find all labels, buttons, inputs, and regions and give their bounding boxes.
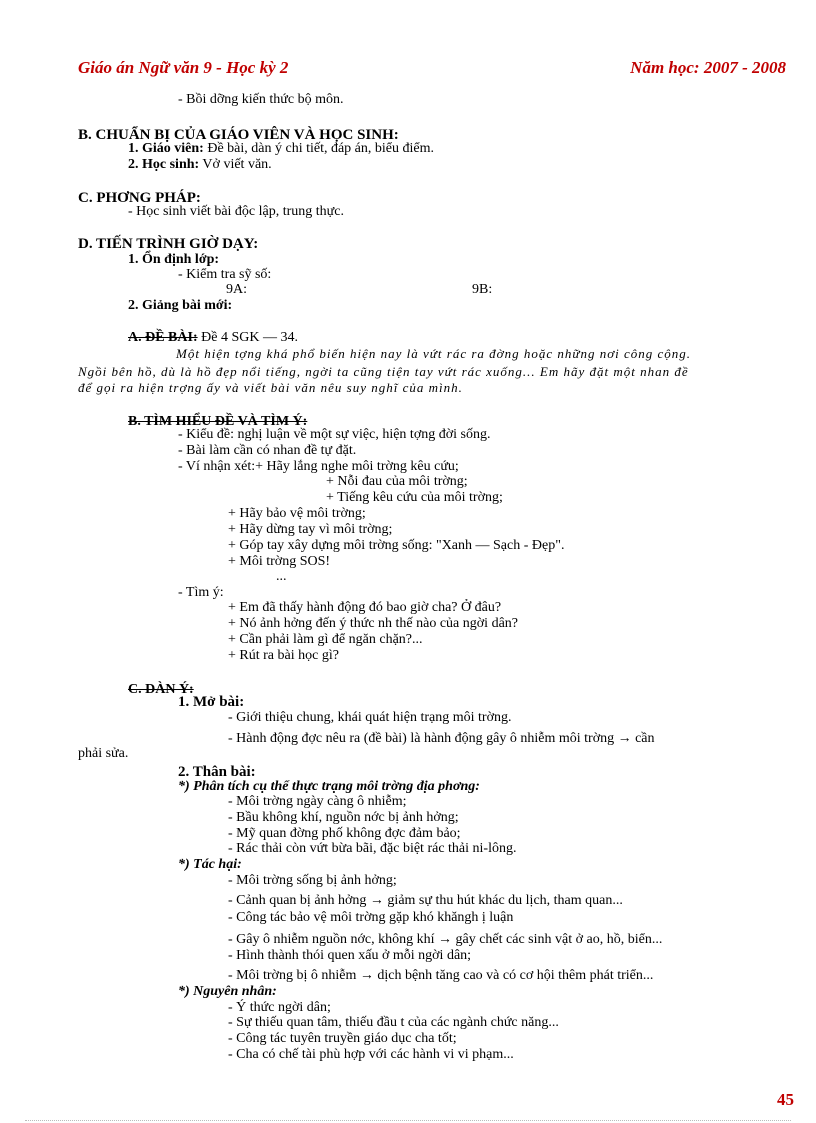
list-item: - Ý thức ngời dân; xyxy=(228,1000,331,1015)
part-b-line: + Tiếng kêu cứu của môi trờng; xyxy=(326,490,503,505)
list-item: - Môi trờng bị ô nhiễm → dịch bệnh tăng cao và có cơ hội thêm phát triển... xyxy=(228,968,654,983)
section-b-title: B. CHUẨN BỊ CỦA GIÁO VIÊN VÀ HỌC SINH: xyxy=(78,127,399,143)
part-a-p1: Một hiện tợng khá phổ biến hiện nay là vứt rác ra đờng hoặc những nơi công cộng. xyxy=(176,346,692,361)
part-b-line: + Nỗi đau của môi trờng; xyxy=(326,474,468,489)
part-b-line: - Kiểu đề: nghị luận về một sự việc, hiện tợng đời sống. xyxy=(178,427,491,442)
header-left: Giáo án Ngữ văn 9 - Học kỳ 2 xyxy=(78,58,289,77)
part-b-line: - Bài làm cần có nhan đề tự đặt. xyxy=(178,443,357,458)
list-item: - Hình thành thói quen xấu ở mỗi ngời dân; xyxy=(228,948,472,963)
text: Đề bài, dàn ý chi tiết, đáp án, biểu điểm. xyxy=(203,141,434,156)
part-b-line: + Cần phải làm gì để ngăn chặn?... xyxy=(228,632,423,647)
part-b-line: + Em đã thấy hành động đó bao giờ cha? Ở đâu? xyxy=(228,600,502,615)
part-b-line: + Rút ra bài học gì? xyxy=(228,648,339,663)
list-item: - Bầu không khí, nguồn nớc bị ảnh hởng; xyxy=(228,810,459,825)
footer-divider xyxy=(25,1120,791,1121)
heading-phan-tich: *) Phân tích cụ thể thực trạng môi trờng địa phơng: xyxy=(178,779,480,794)
list-item: - Cha có chế tài phù hợp với các hành vi vi phạm... xyxy=(228,1047,514,1062)
part-a-ref: Đề 4 SGK — 34. xyxy=(197,330,298,345)
heading-tac-hai: *) Tác hại: xyxy=(178,857,242,872)
part-b-line: + Hãy bảo vệ môi trờng; xyxy=(228,506,366,521)
section-d-title: D. TIẾN TRÌNH GIỜ DẠY: xyxy=(78,236,259,252)
list-item: - Công tác tuyên truyền giáo dục cha tốt; xyxy=(228,1031,457,1046)
text: Vở viết văn. xyxy=(199,157,272,172)
part-a-p3: để gọi ra hiện trợng ấy và viết bài văn nêu suy nghĩ của mình. xyxy=(78,380,463,395)
class-9a: 9A: xyxy=(226,282,247,297)
mo-bai-line: - Giới thiệu chung, khái quát hiện trạng môi trờng. xyxy=(228,710,512,725)
section-b-line2 xyxy=(128,157,272,173)
part-b-line: + Hãy dừng tay vì môi trờng; xyxy=(228,522,393,537)
section-d-l1: 1. Ổn định lớp: xyxy=(128,252,220,267)
intro-line: - Bồi dỡng kiến thức bộ môn. xyxy=(178,92,344,107)
part-b-line: + Nó ảnh hởng đến ý thức nh thế nào của ngời dân? xyxy=(228,616,518,631)
than-bai: 2. Thân bài: xyxy=(178,764,256,780)
mo-bai-line: - Hành động đợc nêu ra (đề bài) là hành động gây ô nhiễm môi trờng → cần xyxy=(228,731,655,746)
heading-nguyen-nhan: *) Nguyên nhân: xyxy=(178,984,277,999)
part-b-line: + Môi trờng SOS! xyxy=(228,554,331,569)
part-b-label: B. TÌM HIỂU ĐỀ VÀ TÌM Ý: xyxy=(128,414,308,429)
part-a-label: A. ĐỀ BÀI: xyxy=(128,330,198,345)
header-right: Năm học: 2007 - 2008 xyxy=(630,58,786,77)
list-item: - Mỹ quan đờng phố không đợc đảm bảo; xyxy=(228,826,461,841)
label: 1. Giáo viên: xyxy=(128,141,204,156)
list-item: - Rác thải còn vứt bừa bãi, đặc biệt rác thải ni-lông. xyxy=(228,841,517,856)
label: 2. Học sinh: xyxy=(128,157,200,172)
mo-bai: 1. Mở bài: xyxy=(178,694,245,710)
part-c-label: C. DÀN Ý: xyxy=(128,682,194,697)
list-item: - Cảnh quan bị ảnh hởng → giảm sự thu hút khác du lịch, tham quan... xyxy=(228,893,623,908)
section-c-title: C. PHƠNG PHÁP: xyxy=(78,190,201,206)
class-9b: 9B: xyxy=(472,282,493,297)
part-a-p2: Ngồi bên hồ, dù là hồ đẹp nổi tiếng, ngời ta cũng tiện tay vứt rác xuống... Em hãy đặt một nhan đề xyxy=(78,364,689,379)
part-a xyxy=(128,330,298,346)
section-b-line1 xyxy=(128,141,434,157)
part-b-line: - Tìm ý: xyxy=(178,585,224,600)
section-d-l1a: - Kiểm tra sỹ số: xyxy=(178,267,272,282)
part-b-line: - Ví nhận xét:+ Hãy lắng nghe môi trờng kêu cứu; xyxy=(178,459,459,474)
list-item: - Môi trờng ngày càng ô nhiễm; xyxy=(228,794,407,809)
part-b-line: + Góp tay xây dựng môi trờng sống: "Xanh — Sạch - Đẹp". xyxy=(228,538,565,553)
list-item: - Gây ô nhiễm nguồn nớc, không khí → gây chết các sinh vật ở ao, hồ, biển... xyxy=(228,932,663,947)
section-c-text: - Học sinh viết bài độc lập, trung thực. xyxy=(128,204,344,219)
list-item: - Công tác bảo vệ môi trờng gặp khó khăngh ị luận xyxy=(228,910,514,925)
list-item: - Sự thiếu quan tâm, thiếu đầu t của các ngành chức năng... xyxy=(228,1015,559,1030)
section-d-l2: 2. Giảng bài mới: xyxy=(128,298,233,313)
page-number: 45 xyxy=(777,1090,794,1109)
list-item: - Môi trờng sống bị ảnh hởng; xyxy=(228,873,397,888)
part-b-line: ... xyxy=(276,569,287,584)
mo-bai-line: phải sửa. xyxy=(78,746,129,761)
